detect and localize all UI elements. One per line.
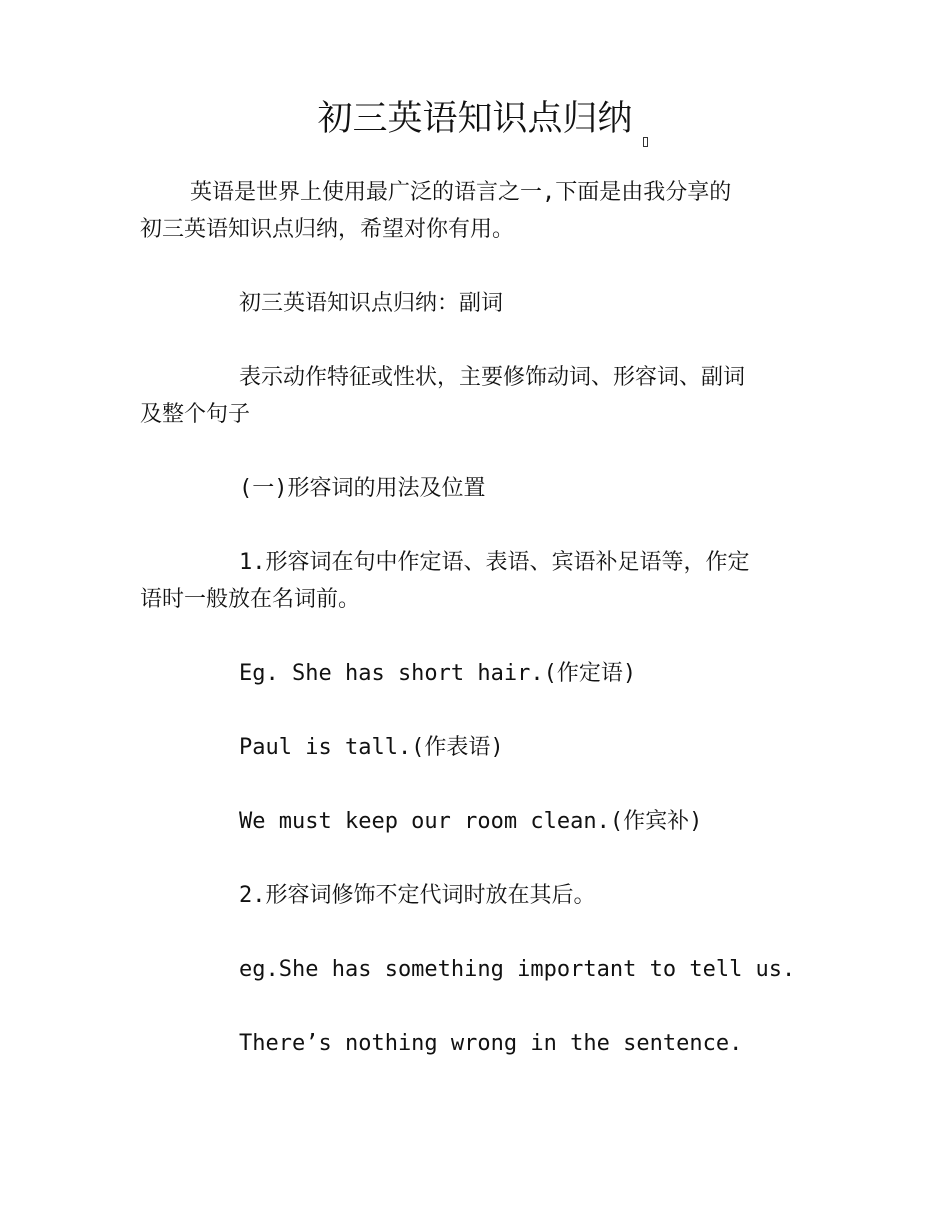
subsection-heading <box>140 470 812 507</box>
placeholder-glyph-icon <box>643 137 648 147</box>
paragraph-rule-1 <box>140 544 812 618</box>
paragraph-line: eg.She has something important to tell us. <box>239 957 796 982</box>
paragraph-line: Eg. She has short hair.(作定语) <box>239 661 637 686</box>
paragraph-line: (一)形容词的用法及位置 <box>239 476 486 501</box>
paragraph-line: 1.形容词在句中作定语、表语、宾语补足语等，作定 <box>239 550 750 575</box>
example-sentence <box>140 655 812 692</box>
paragraph-line: 表示动作特征或性状，主要修饰动词、形容词、副词 <box>239 365 746 390</box>
paragraph-line: Paul is tall.(作表语) <box>239 735 504 760</box>
example-sentence <box>140 1025 812 1062</box>
paragraph-intro <box>140 174 812 248</box>
paragraph-line: There’s nothing wrong in the sentence. <box>239 1031 743 1056</box>
paragraph-definition <box>140 359 812 433</box>
example-sentence <box>140 951 812 988</box>
paragraph-line: We must keep our room clean.(作宾补) <box>239 809 703 834</box>
paragraph-line: 英语是世界上使用最广泛的语言之一,下面是由我分享的 <box>190 180 732 205</box>
document-title: 初三英语知识点归纳 <box>317 99 633 139</box>
paragraph-line: 及整个句子 <box>140 402 251 427</box>
section-heading-adverb <box>140 285 812 322</box>
example-sentence <box>140 803 812 840</box>
paragraph-line: 2.形容词修饰不定代词时放在其后。 <box>239 883 596 908</box>
paragraph-line: 初三英语知识点归纳，希望对你有用。 <box>140 217 515 242</box>
paragraph-line: 语时一般放在名词前。 <box>140 587 361 612</box>
paragraph-line: 初三英语知识点归纳：副词 <box>239 291 504 316</box>
example-sentence <box>140 729 812 766</box>
paragraph-rule-2 <box>140 877 812 914</box>
